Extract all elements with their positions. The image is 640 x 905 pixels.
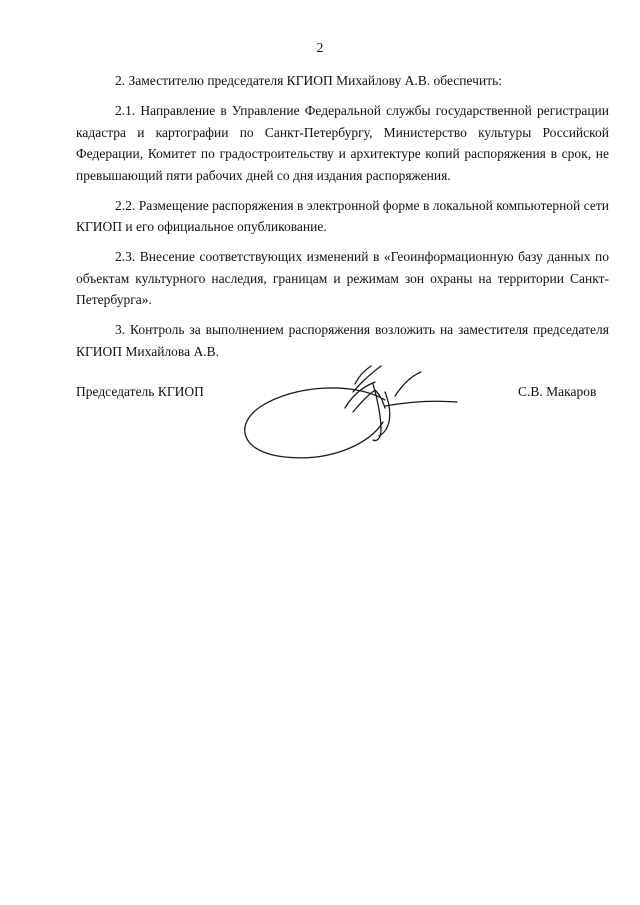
paragraph-2: 2. Заместителю председателя КГИОП Михайлову А.В. обеспечить: xyxy=(115,73,502,88)
paragraph-3: 3. Контроль за выполнением распоряжения возложить на заместителя председателя КГИОП Михайлова А.В. xyxy=(76,322,609,359)
signer-name: С.В. Макаров xyxy=(518,384,597,399)
signer-title: Председатель КГИОП xyxy=(76,384,204,399)
handwritten-signature xyxy=(235,362,465,472)
paragraph-2-1: 2.1. Направление в Управление Федеральной службы государственной регистрации кадастра и картографии по Санкт-Петербургу, Министерство культуры Российской Федерации, Комитет по градостроительству и архитектуре копий распоряжения в срок, не превышающий пяти рабочих дней со дня издания распоряжения. xyxy=(76,103,609,183)
signature-block xyxy=(0,362,640,472)
paragraph-2-3: 2.3. Внесение соответствующих изменений в «Геоинформационную базу данных по объектам культурного наследия, границам и режимам зон охраны на территории Санкт-Петербурга». xyxy=(76,249,609,307)
paragraph-2-2: 2.2. Размещение распоряжения в электронной форме в локальной компьютерной сети КГИОП и его официальное опубликование. xyxy=(76,197,609,234)
document-body xyxy=(76,70,609,371)
page-number: 2 xyxy=(316,40,324,55)
